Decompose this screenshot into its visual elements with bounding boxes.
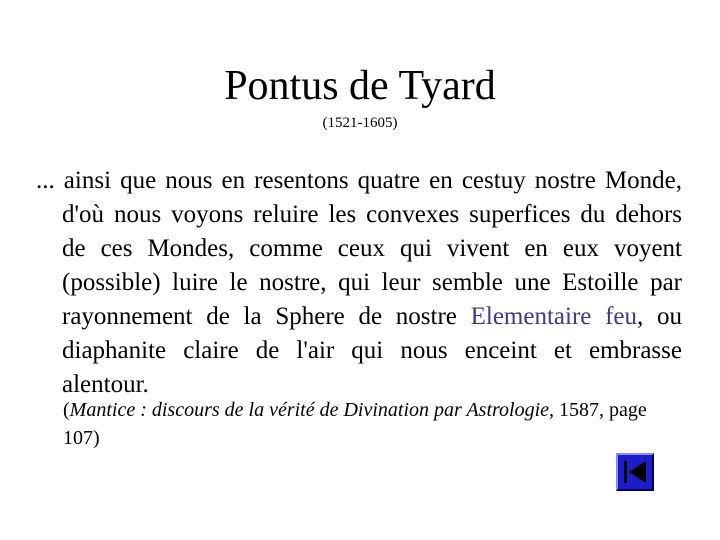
- quote-text-end: , ou diaphanite claire de l'air qui nous enceint et embrasse alentour.: [62, 303, 683, 398]
- first-slide-button[interactable]: [616, 453, 654, 491]
- quote-text: [36, 164, 682, 402]
- citation: [63, 396, 663, 452]
- author-dates: (1521-1605): [322, 115, 398, 131]
- first-slide-icon: [618, 455, 652, 489]
- citation-work-title: Mantice : discours de la vérité de Divination par Astrologie: [69, 399, 550, 421]
- page-title: Pontus de Tyard: [224, 63, 496, 109]
- quote-text-part: ... ainsi que nous en resentons quatre en cestuy nostre Monde, d'où nous voyons reluire les convexes superfices du dehors de ces Mondes, comme ceux qui vivent en eux voyent (possible) luire le nostre, qui leur semble une Estoille par rayonnement de la Sphere de nostre: [36, 167, 682, 330]
- quote-highlight: Elementaire feu: [470, 303, 638, 330]
- citation-details: , 1587, page 107): [63, 399, 647, 449]
- citation-open: (: [63, 399, 70, 421]
